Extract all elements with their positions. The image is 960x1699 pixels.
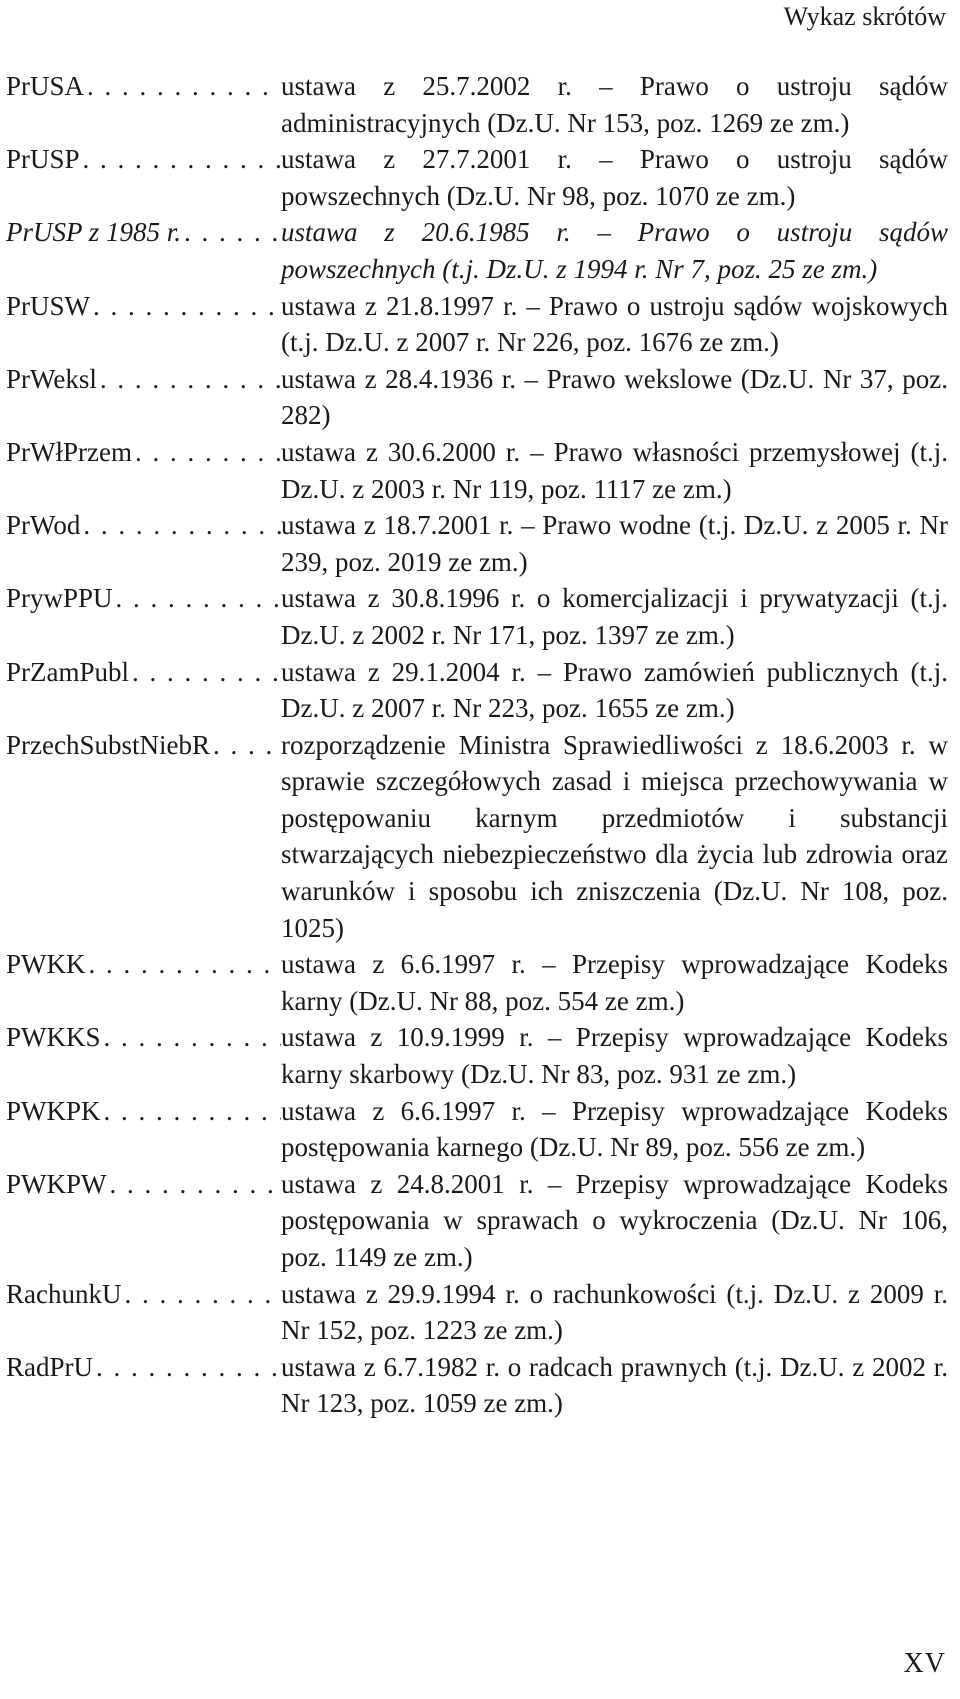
list-item [6,654,948,727]
abbreviation-text: PWKPW [6,1168,107,1199]
entry-description: ustawa z 30.6.2000 r. – Prawo własności przemysłowej (t.j. Dz.U. z 2003 r. Nr 119, poz. 1117 ze zm.) [281,436,948,504]
dot-leader [84,68,281,105]
abbreviation-text: PrZamPubl [6,656,130,687]
list-item [6,946,948,1019]
entry-abbreviation [6,288,281,325]
entry-description: ustawa z 30.8.1996 r. o komercjalizacji i prywatyzacji (t.j. Dz.U. z 2002 r. Nr 171, poz. 1397 ze zm.) [281,583,948,650]
list-item [6,580,948,653]
list-item [6,1349,948,1422]
dot-leader [107,1166,282,1203]
entry-abbreviation [6,1349,281,1386]
entry-abbreviation [6,361,281,398]
entry-abbreviation [6,1276,281,1313]
entry-description: ustawa z 20.6.1985 r. – Prawo o ustroju sądów powszechnych (t.j. Dz.U. z 1994 r. Nr 7, poz. 25 ze zm.) [281,217,948,284]
entry-description: ustawa z 29.9.1994 r. o rachunkowości (t.j. Dz.U. z 2009 r. Nr 152, poz. 1223 ze zm.) [281,1278,948,1346]
abbreviation-text: RachunkU [6,1278,122,1309]
list-item [6,68,948,141]
list-item [6,361,948,434]
abbreviation-text: PrUSW [6,290,91,321]
abbreviation-text: RadPrU [6,1351,93,1382]
abbreviation-text: PrzechSubstNiebR [6,729,210,760]
entry-description: ustawa z 6.7.1982 r. o radcach prawnych (t.j. Dz.U. z 2002 r. Nr 123, poz. 1059 ze zm.) [281,1351,948,1419]
entry-abbreviation [6,434,281,471]
entry-description: ustawa z 18.7.2001 r. – Prawo wodne (t.j. Dz.U. z 2005 r. Nr 239, poz. 2019 ze zm.) [281,510,948,577]
entry-abbreviation [6,214,281,251]
abbreviation-text: PrWłPrzem [6,436,132,467]
entry-description: ustawa z 28.4.1936 r. – Prawo wekslowe (Dz.U. Nr 37, poz. 282) [281,363,948,431]
list-item [6,727,948,947]
list-item [6,1093,948,1166]
dot-leader [121,1276,281,1313]
entry-abbreviation [6,727,281,764]
entry-abbreviation [6,1166,281,1203]
dot-leader [132,434,281,471]
list-item [6,434,948,507]
entry-description: ustawa z 27.7.2001 r. – Prawo o ustroju sądów powszechnych (Dz.U. Nr 98, poz. 1070 ze zm.) [281,144,948,211]
dot-leader [210,727,281,764]
running-head: Wykaz skrótów [783,2,946,31]
abbreviation-text: PWKKS [6,1022,101,1053]
dot-leader [113,580,281,617]
list-item [6,141,948,214]
entry-description: ustawa z 24.8.2001 r. – Przepisy wprowadzające Kodeks postępowania w sprawach o wykroczenia (Dz.U. Nr 106, poz. 1149 ze zm.) [281,1168,948,1272]
entry-abbreviation [6,1019,281,1056]
abbreviation-text: PrUSP z 1985 r. [6,217,182,248]
list-item [6,507,948,580]
list-item [6,1166,948,1276]
entry-description: ustawa z 21.8.1997 r. – Prawo o ustroju sądów wojskowych (t.j. Dz.U. z 2007 r. Nr 226, poz. 1676 ze zm.) [281,290,948,358]
dot-leader [90,288,281,325]
abbreviation-text: PrWeksl [6,363,97,394]
entry-abbreviation [6,1093,281,1130]
entry-description: ustawa z 25.7.2002 r. – Prawo o ustroju sądów administracyjnych (Dz.U. Nr 153, poz. 1269 ze zm.) [281,71,948,138]
dot-leader [97,361,281,398]
entry-description: ustawa z 6.6.1997 r. – Przepisy wprowadzające Kodeks karny (Dz.U. Nr 88, poz. 554 ze zm.) [281,949,948,1016]
entry-abbreviation [6,580,281,617]
dot-leader [86,946,282,983]
entry-description: ustawa z 6.6.1997 r. – Przepisy wprowadzające Kodeks postępowania karnego (Dz.U. Nr 89, poz. 556 ze zm.) [281,1095,948,1163]
abbreviation-text: PrUSP [6,144,80,175]
page-number: XV [903,1648,946,1679]
entry-abbreviation [6,654,281,691]
entry-description: ustawa z 10.9.1999 r. – Przepisy wprowadzające Kodeks karny skarbowy (Dz.U. Nr 83, poz. 931 ze zm.) [281,1022,948,1090]
dot-leader [101,1019,281,1056]
entry-abbreviation [6,946,281,983]
abbreviation-list [6,68,948,1422]
abbreviation-text: PrywPPU [6,583,113,614]
abbreviation-text: PrWod [6,510,81,541]
dot-leader [101,1093,281,1130]
dot-leader [129,654,281,691]
dot-leader [80,141,281,178]
entry-description: ustawa z 29.1.2004 r. – Prawo zamówień publicznych (t.j. Dz.U. z 2007 r. Nr 223, poz. 1655 ze zm.) [281,656,948,724]
list-item [6,288,948,361]
abbreviation-text: PWKPK [6,1095,101,1126]
abbreviation-text: PrUSA [6,71,85,101]
list-item [6,1276,948,1349]
entry-description: rozporządzenie Ministra Sprawiedliwości z 18.6.2003 r. w sprawie szczegółowych zasad i miejsca przechowywania w postępowaniu karnym przedmiotów i substancji stwarzających niebezpieczeństwo dla życia lub zdrowia oraz warunków i sposobu ich zniszczenia (Dz.U. Nr 108, poz. 1025) [281,729,948,943]
dot-leader [181,214,281,251]
entry-abbreviation [6,141,281,178]
list-item [6,1019,948,1092]
dot-leader [80,507,281,544]
entry-abbreviation [6,507,281,544]
list-item [6,214,948,287]
dot-leader [93,1349,281,1386]
abbreviation-text: PWKK [6,949,86,980]
entry-abbreviation [6,68,281,105]
